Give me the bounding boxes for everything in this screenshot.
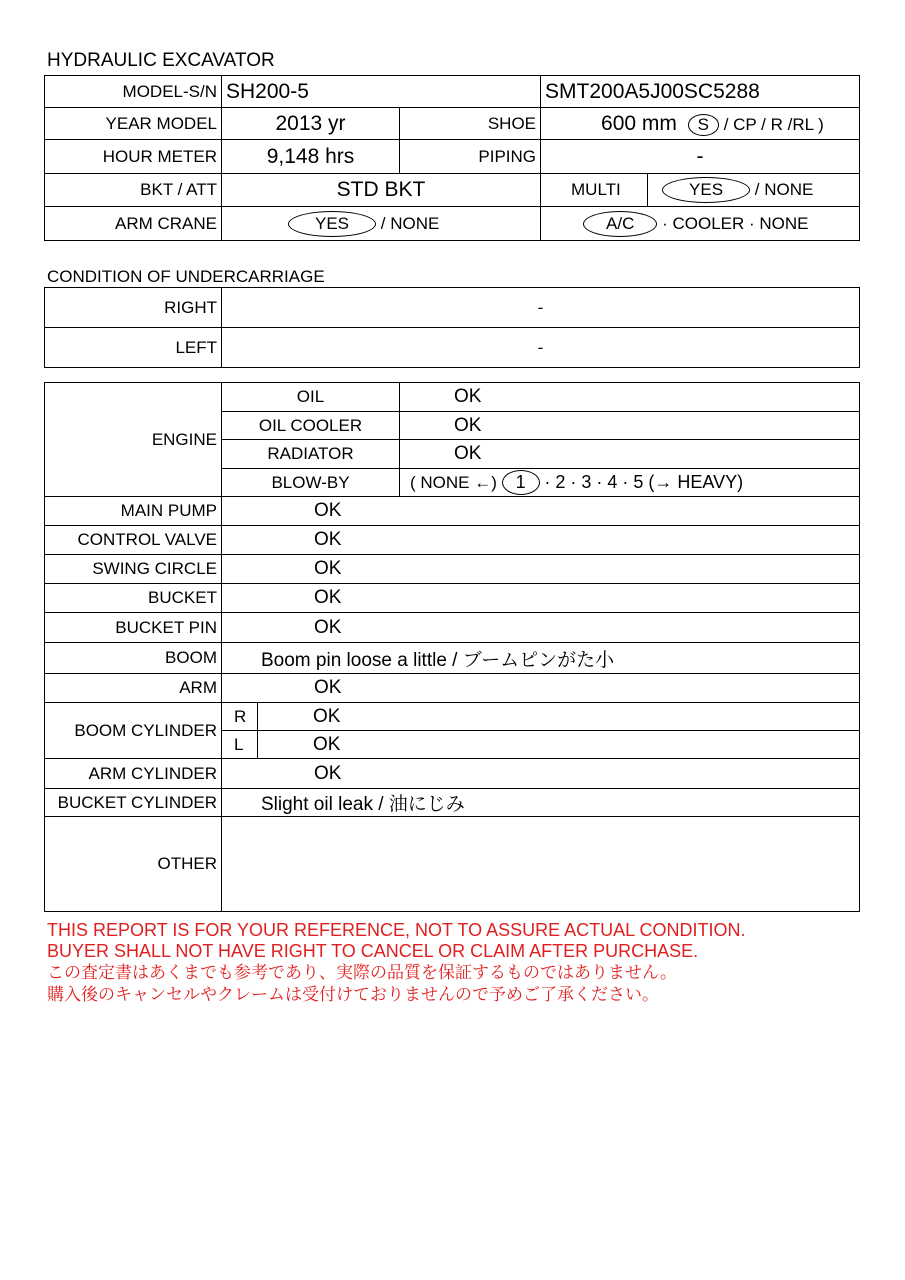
model-label: MODEL-S/N [45,76,222,108]
aircon-rest: · COOLER · NONE [662,213,809,233]
boomcyl-label: BOOM CYLINDER [45,703,222,759]
row-value: OK [222,497,860,526]
oil-label: OIL [222,383,400,412]
blowby-label: BLOW-BY [222,469,400,497]
uc-right-value: - [222,288,860,328]
undercarriage-table [44,287,860,368]
row-value: Boom pin loose a little / ブームピンがた小 [222,643,860,674]
shoe-value [541,108,860,140]
disclaimer-line-2: BUYER SHALL NOT HAVE RIGHT TO CANCEL OR CLAIM AFTER PURCHASE. [47,941,699,961]
row-label: BUCKET [45,584,222,613]
row-label: BOOM [45,643,222,674]
blowby-value [400,469,860,497]
disclaimer-line-1: THIS REPORT IS FOR YOUR REFERENCE, NOT TO ASSURE ACTUAL CONDITION. [47,920,746,940]
machine-info-table [44,75,860,241]
multi-rest: / NONE [754,180,814,199]
blowby-selected-circle: 1 [502,470,540,495]
row-label: CONTROL VALVE [45,526,222,555]
bkt-value: STD BKT [222,174,541,207]
multi-label: MULTI [541,174,648,207]
page-title: HYDRAULIC EXCAVATOR [47,50,275,71]
radiator-value: OK [400,440,860,469]
bucketcyl-value: Slight oil leak / 油にじみ [222,789,860,817]
armcrane-label: ARM CRANE [45,207,222,241]
uc-left-label: LEFT [45,328,222,368]
piping-label: PIPING [400,140,541,174]
row-value: OK [222,584,860,613]
bkt-label: BKT / ATT [45,174,222,207]
row-value: OK [222,674,860,703]
bucketcyl-label: BUCKET CYLINDER [45,789,222,817]
armcrane-yes-circle: YES [288,211,376,237]
serial-value: SMT200A5J00SC5288 [541,76,860,108]
engine-label: ENGINE [45,383,222,497]
aircon-selected-circle: A/C [583,211,657,237]
row-value: OK [222,555,860,584]
row-label: SWING CIRCLE [45,555,222,584]
shoe-size: 600 mm [601,111,677,135]
boomcyl-r-value: OK [258,703,860,731]
boomcyl-r-label: R [222,703,258,731]
model-value: SH200-5 [222,76,541,108]
row-value: OK [222,613,860,643]
row-label: MAIN PUMP [45,497,222,526]
uc-right-label: RIGHT [45,288,222,328]
year-label: YEAR MODEL [45,108,222,140]
undercarriage-heading: CONDITION OF UNDERCARRIAGE [47,267,325,286]
multi-value [648,174,860,207]
boomcyl-l-value: OK [258,731,860,759]
row-label: ARM [45,674,222,703]
other-value [222,817,860,912]
other-label: OTHER [45,817,222,912]
row-value: OK [222,526,860,555]
oilcooler-value: OK [400,412,860,440]
hour-label: HOUR METER [45,140,222,174]
shoe-selected-circle: S [688,114,719,136]
blowby-rest: · 2 · 3 · 4 · 5 (→ HEAVY) [544,472,744,492]
disclaimer-line-3: この査定書はあくまでも参考であり、実際の品質を保証するものではありません。 [47,963,678,982]
armcyl-value: OK [222,759,860,789]
inspection-table [44,382,860,912]
oil-value: OK [400,383,860,412]
year-value: 2013 yr [222,108,400,140]
aircon-value [541,207,860,241]
armcrane-rest: / NONE [380,213,440,233]
oilcooler-label: OIL COOLER [222,412,400,440]
hour-value: 9,148 hrs [222,140,400,174]
shoe-options-rest: / CP / R /RL ) [723,114,824,134]
boomcyl-l-label: L [222,731,258,759]
blowby-prefix: ( NONE ←) [410,473,497,492]
multi-yes-circle: YES [662,177,750,203]
row-label: BUCKET PIN [45,613,222,643]
shoe-label: SHOE [400,108,541,140]
armcrane-value [222,207,541,241]
piping-value: - [541,140,860,174]
radiator-label: RADIATOR [222,440,400,469]
uc-left-value: - [222,328,860,368]
armcyl-label: ARM CYLINDER [45,759,222,789]
disclaimer-line-4: 購入後のキャンセルやクレームは受付けておりませんので予めご了承ください。 [47,985,659,1004]
